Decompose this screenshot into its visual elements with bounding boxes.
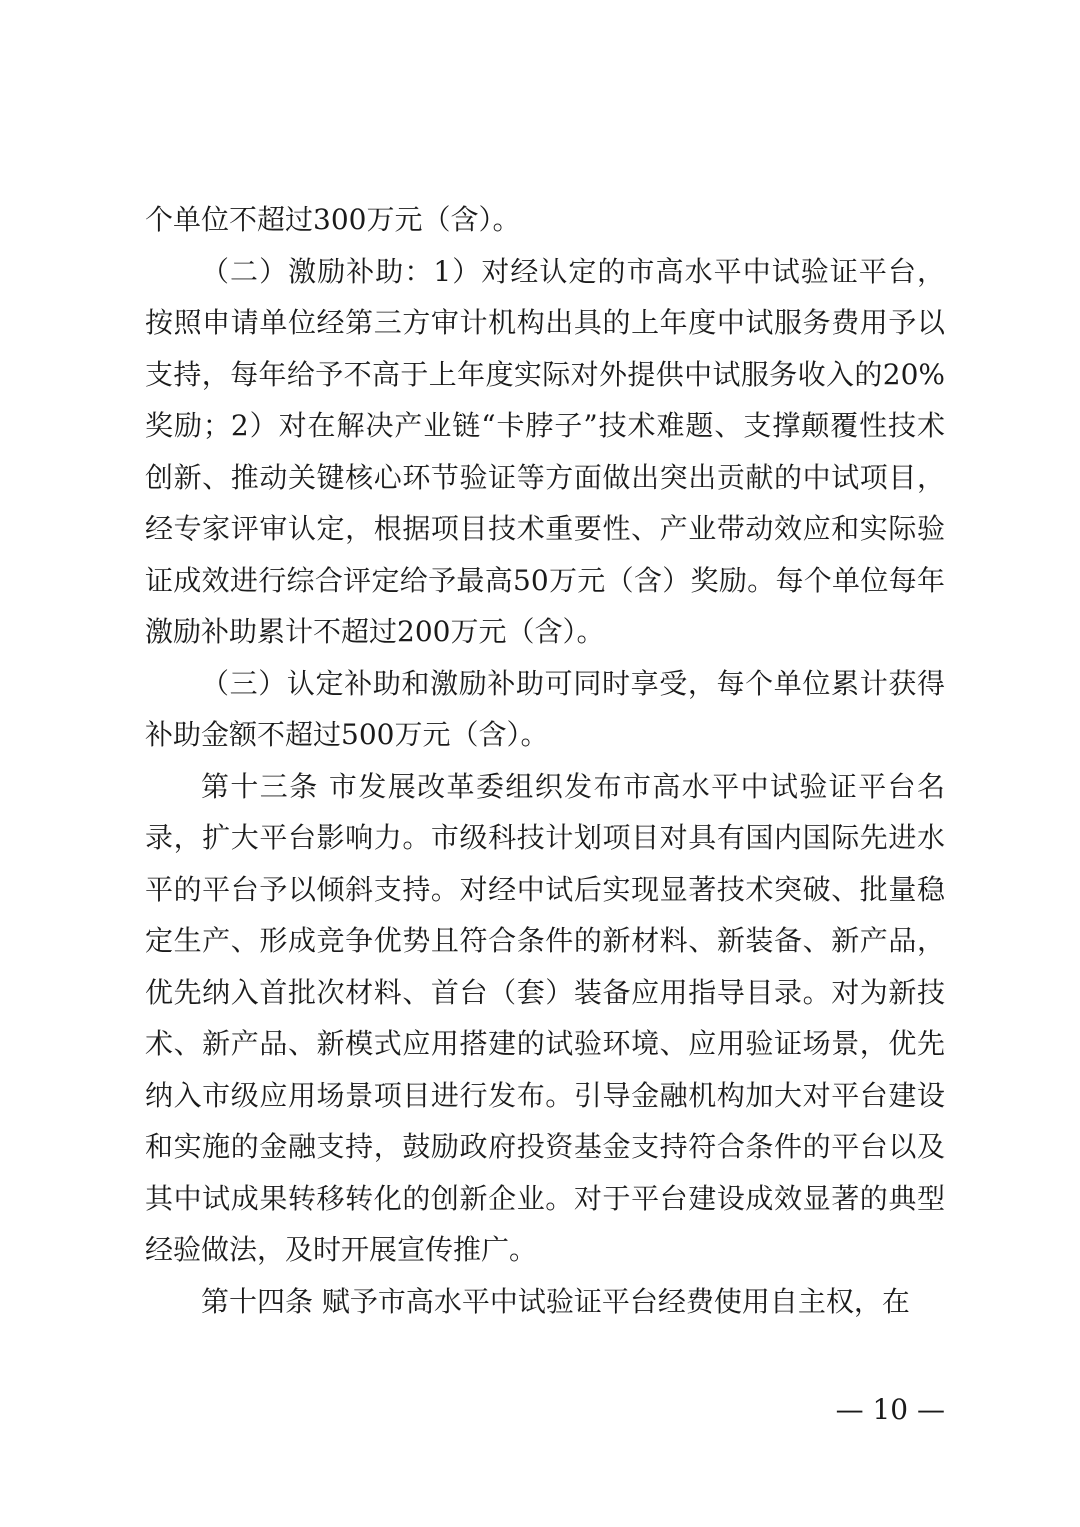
body-text (145, 194, 945, 1327)
paragraph-combined-subsidy: （三）认定补助和激励补助可同时享受，每个单位累计获得补助金额不超过500万元（含）。 (145, 666, 945, 751)
paragraph-continuation: 个单位不超过300万元（含）。 (145, 203, 521, 236)
paragraph-article-13: 第十三条 市发展改革委组织发布市高水平中试验证平台名录，扩大平台影响力。市级科技计划项目对具有国内国际先进水平的平台予以倾斜支持。对经中试后实现显著技术突破、批量稳定生产、形成竞争优势且符合条件的新材料、新装备、新产品，优先纳入首批次材料、首台（套）装备应用指导目录。对为新技术、新产品、新模式应用搭建的试验环境、应用验证场景，优先纳入市级应用场景项目进行发布。引导金融机构加大对平台建设和实施的金融支持，鼓励政府投资基金支持符合条件的平台以及其中试成果转移转化的创新企业。对于平台建设成效显著的典型经验做法，及时开展宣传推广。 (145, 769, 945, 1266)
paragraph-article-14: 第十四条 赋予市高水平中试验证平台经费使用自主权，在 (201, 1284, 910, 1318)
page-number: — 10 — (835, 1393, 945, 1426)
paragraph-incentive-subsidy: （二）激励补助：1）对经认定的市高水平中试验证平台，按照申请单位经第三方审计机构出具的上年度中试服务费用予以支持，每年给予不高于上年度实际对外提供中试服务收入的20%奖励；2）对在解决产业链“卡脖子”技术难题、支撑颠覆性技术创新、推动关键核心环节验证等方面做出突出贡献的中试项目，经专家评审认定，根据项目技术重要性、产业带动效应和实际验证成效进行综合评定给予最高50万元（含）奖励。每个单位每年激励补助累计不超过200万元（含）。 (145, 254, 945, 648)
